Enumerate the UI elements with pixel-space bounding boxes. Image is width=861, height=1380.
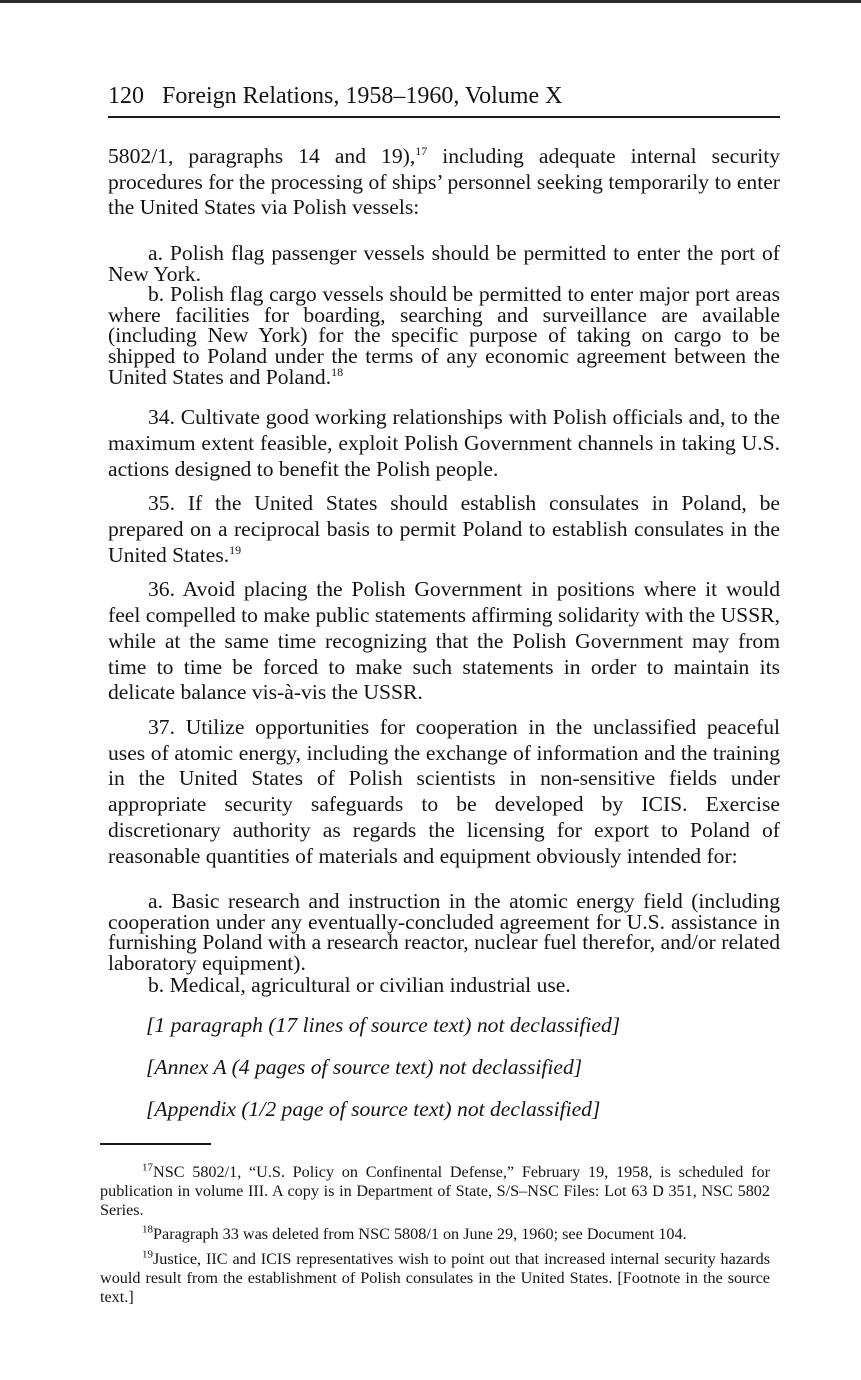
footnote-17: $^{17}$NSC 5802/1, “U.S. Policy on Confinental Defense,” February 19, 1958, is scheduled for publication in volume III. A copy is in Department of State, S/S–NSC Files: Lot 63 D 351, NSC 5802 Series.	[100, 1161, 770, 1219]
subparagraph-33a: a. Polish flag passenger vessels should be permitted to enter the port of New York.	[108, 241, 780, 286]
intro-paragraph: 5802/1, paragraphs 14 and 19),$^{17}$ including adequate internal security procedures for the processing of ships’ personnel seeking temporarily to enter the United States via Polish vessels:	[108, 143, 780, 220]
footnote-ref-19[interactable]: 19	[229, 542, 242, 557]
running-title: Foreign Relations, 1958–1960, Volume X	[162, 83, 563, 109]
omission-note: [Appendix (1/2 page of source text) not declassified]	[146, 1096, 601, 1121]
paragraph-37: 37. Utilize opportunities for cooperation in the unclassified peaceful uses of atomic energy, including the exchange of information and the training in the United States of Polish scientists in non-sensitive fields under appropriate security safeguards to be developed by ICIS. Exercise discretionary authority as regards the licensing for export to Poland of reasonable quantities of materials and equipment obviously intended for:	[108, 715, 780, 868]
omission-note: [Annex A (4 pages of source text) not declassified]	[146, 1054, 583, 1079]
footnote-ref-17[interactable]: 17	[415, 143, 428, 158]
footnote-divider	[100, 1143, 211, 1145]
footnote-ref-18[interactable]: 18	[331, 364, 344, 379]
paragraph-36: 36. Avoid placing the Polish Government in positions where it would feel compelled to make public statements affirming solidarity with the USSR, while at the same time recognizing that the Polish Government may from time to time be forced to make such statements in order to maintain its delicate balance vis-à-vis the USSR.	[108, 577, 780, 705]
paragraph-35: 35. If the United States should establish consulates in Poland, be prepared on a reciprocal basis to permit Poland to establish consulates in the United States.$^{19}$	[108, 491, 780, 567]
footnotes	[100, 1163, 770, 1313]
footnote-19: $^{19}$Justice, IIC and ICIS representatives wish to point out that increased internal security hazards would result from the establishment of Polish consulates in the United States. [Footnote in the source text.]	[100, 1248, 770, 1306]
subparagraph-33b: b. Polish flag cargo vessels should be permitted to enter major port areas where facilities for boarding, searching and surveillance are available (including New York) for the specific purpose of taking on cargo to be shipped to Poland under the terms of any economic agreement between the United States and Poland.$^{18}$	[108, 282, 780, 389]
page-number: 120	[108, 83, 144, 109]
paragraph-34: 34. Cultivate good working relationships with Polish officials and, to the maximum extent feasible, exploit Polish Government channels in taking U.S. actions designed to benefit the Polish people.	[108, 405, 780, 481]
subparagraph-37b: b. Medical, agricultural or civilian industrial use.	[148, 972, 571, 997]
running-header	[108, 82, 780, 118]
subparagraph-37a: a. Basic research and instruction in the atomic energy field (including cooperation under any eventually-concluded agreement for U.S. assistance in furnishing Poland with a research reactor, nuclear fuel therefor, and/or related laboratory equipment).	[108, 889, 780, 975]
omission-note: [1 paragraph (17 lines of source text) not declassified]	[146, 1013, 621, 1038]
footnote-18: $^{18}$Paragraph 33 was deleted from NSC 5808/1 on June 29, 1960; see Document 104.	[142, 1224, 687, 1244]
main-text	[108, 144, 780, 1122]
top-border	[0, 0, 861, 3]
